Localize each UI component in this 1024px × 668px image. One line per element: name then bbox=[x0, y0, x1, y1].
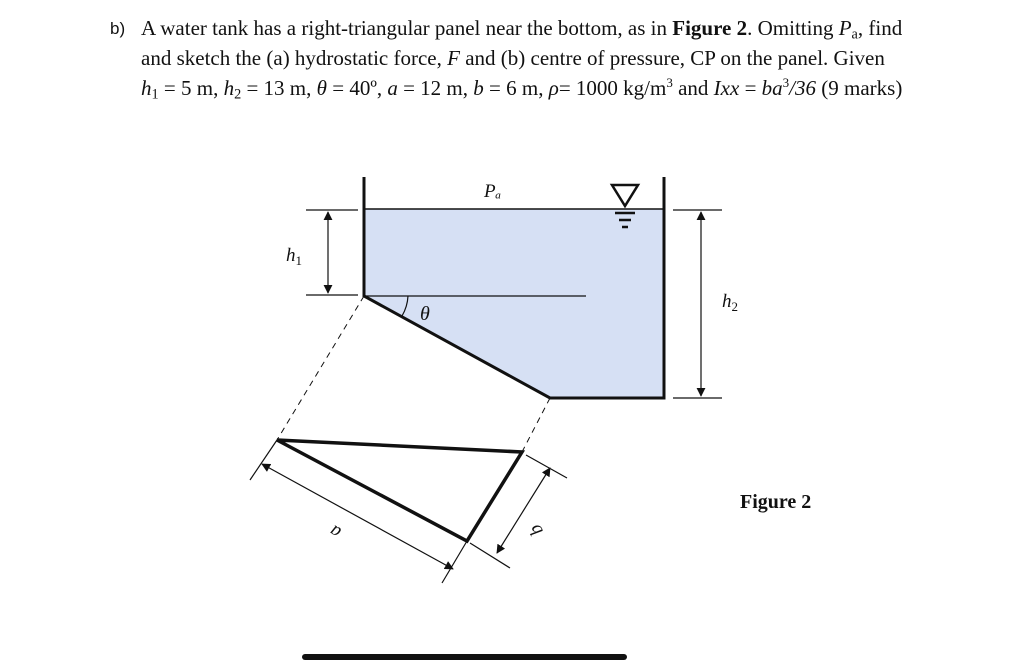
figure-caption: Figure 2 bbox=[740, 491, 812, 513]
theta-value: = 40º, bbox=[326, 76, 388, 100]
q2-text-b: and (b) centre of pressure, CP on the panel. Given bbox=[459, 46, 885, 70]
h1-subscript: 1 bbox=[151, 86, 159, 103]
equals-sign: = bbox=[739, 76, 762, 100]
h2-symbol: h bbox=[223, 76, 235, 100]
a-ext-left bbox=[250, 440, 277, 480]
b-symbol: b bbox=[473, 76, 484, 100]
b-value: = 6 m, bbox=[483, 76, 549, 100]
triangular-panel bbox=[277, 440, 522, 544]
formula-ba: ba bbox=[761, 76, 783, 100]
formula-exponent: 3 bbox=[782, 75, 790, 91]
ixx-symbol: Ixx bbox=[713, 76, 740, 100]
h1-label bbox=[286, 245, 302, 268]
pa-subscript: a bbox=[851, 26, 858, 43]
home-indicator-bar[interactable] bbox=[302, 654, 627, 660]
h2-label-symbol: h bbox=[722, 291, 732, 312]
h2-label bbox=[722, 291, 738, 314]
pa-label: Pₐ bbox=[484, 181, 502, 202]
pa-symbol: P bbox=[838, 16, 852, 40]
rho-exponent: 3 bbox=[666, 75, 673, 91]
water-region bbox=[364, 209, 664, 398]
a-symbol: a bbox=[387, 76, 398, 100]
h2-value: = 13 m, bbox=[241, 76, 317, 100]
q1-text-c: , find bbox=[857, 16, 903, 40]
h1-value: = 5 m, bbox=[158, 76, 224, 100]
formula-div: /36 bbox=[789, 76, 817, 100]
q1-text-b: . Omitting bbox=[747, 16, 839, 40]
and-word: and bbox=[672, 76, 714, 100]
h1-symbol: h bbox=[141, 76, 152, 100]
theta-symbol: θ bbox=[316, 76, 327, 100]
q2-text-a: and sketch the (a) hydrostatic force, bbox=[141, 46, 448, 70]
a-value: = 12 m, bbox=[397, 76, 474, 100]
projection-line-right bbox=[522, 398, 550, 452]
theta-label: θ bbox=[420, 303, 430, 325]
rho-value: = 1000 kg/m bbox=[558, 76, 667, 100]
b-label: b bbox=[524, 520, 548, 540]
a-label: a bbox=[326, 520, 345, 544]
rho-symbol: ρ bbox=[548, 76, 559, 100]
marks-text: (9 marks) bbox=[816, 76, 903, 100]
h2-subscript: 2 bbox=[234, 86, 242, 103]
projection-line-left bbox=[277, 296, 364, 440]
h1-label-symbol: h bbox=[286, 245, 296, 266]
figure-reference: Figure 2 bbox=[672, 16, 748, 40]
q1-text-a: A water tank has a right-triangular panel near the bottom, as in bbox=[141, 16, 673, 40]
force-symbol: F bbox=[447, 46, 460, 70]
h2-label-subscript: 2 bbox=[731, 299, 738, 314]
question-label: b) bbox=[110, 19, 126, 38]
b-ext-bottom bbox=[470, 543, 510, 568]
h1-label-subscript: 1 bbox=[295, 253, 302, 268]
a-ext-right bbox=[442, 541, 467, 583]
